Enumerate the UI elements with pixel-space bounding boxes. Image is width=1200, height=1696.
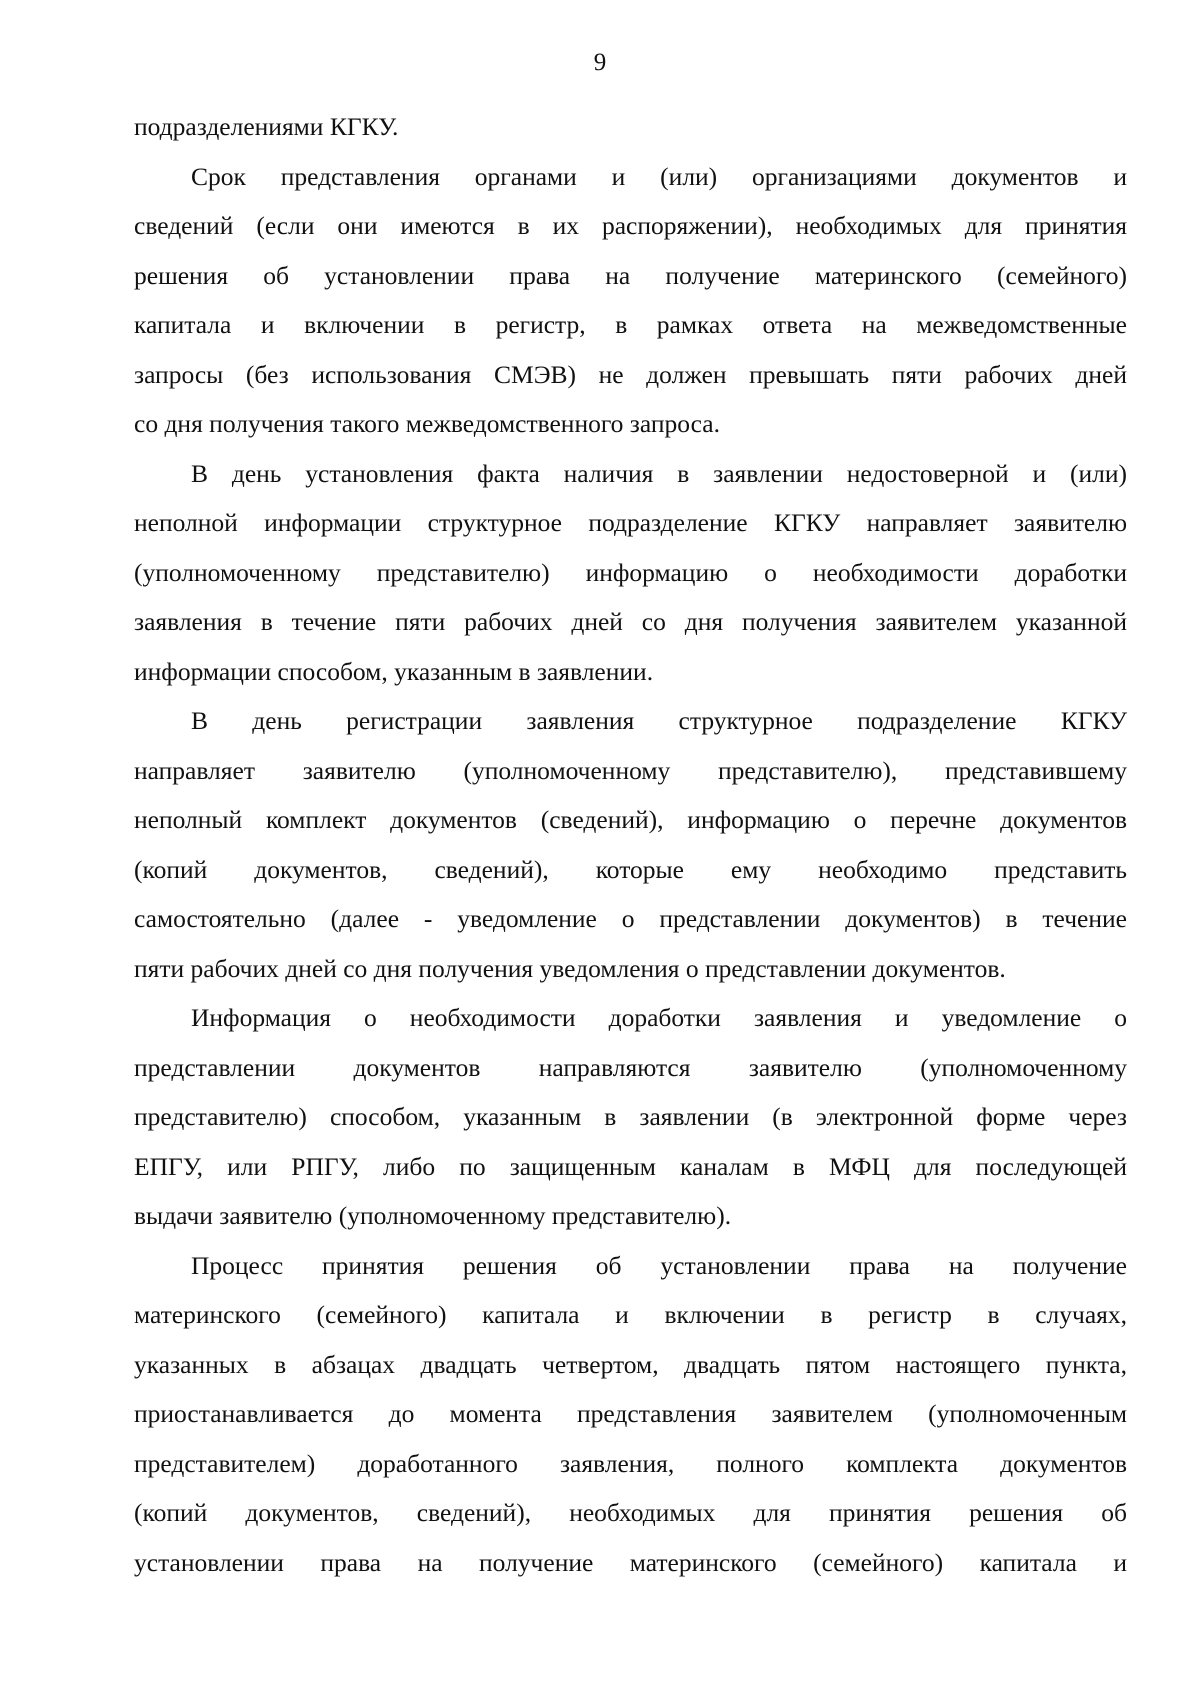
text-line: запросы (без использования СМЭВ) не должен превышать пяти рабочих дней [134,359,1127,389]
text-line: указанных в абзацах двадцать четвертом, двадцать пятом настоящего пункта, [134,1349,1127,1379]
paragraph [134,449,1127,697]
text-line: материнского (семейного) капитала и включении в регистр в случаях, [134,1300,1127,1329]
text-line: капитала и включении в регистр, в рамках ответа на межведомственные [134,310,1127,339]
text-line: выдачи заявителю (уполномоченному представителю). [134,1201,732,1230]
text-line: Срок представления органами и (или) организациями документов и [191,161,1127,191]
text-line: представителю) способом, указанным в заявлении (в электронной форме через [134,1102,1127,1131]
page-number: 9 [593,49,607,76]
text-line: В день регистрации заявления структурное подразделение КГКУ [191,706,1127,735]
paragraph [134,152,1127,449]
text-line: В день установления факта наличия в заявлении недостоверной и (или) [191,458,1127,488]
text-line: ЕПГУ, или РПГУ, либо по защищенным каналам в МФЦ для последующей [134,1151,1127,1181]
paragraph [134,102,1127,152]
paragraph [134,1241,1127,1588]
text-line: подразделениями КГКУ. [134,112,399,141]
text-line: сведений (если они имеются в их распоряжении), необходимых для принятия [134,211,1127,240]
text-line: Процесс принятия решения об установлении права на получение [191,1250,1127,1280]
text-line: заявления в течение пяти рабочих дней со дня получения заявителем указанной [134,607,1127,636]
text-line: самостоятельно (далее - уведомление о представлении документов) в течение [134,904,1127,933]
paragraph [134,696,1127,993]
text-line: неполный комплект документов (сведений), информацию о перечне документов [134,805,1127,834]
text-line: приостанавливается до момента представления заявителем (уполномоченным [134,1399,1127,1428]
text-line: представлении документов направляются заявителю (уполномоченному [134,1052,1127,1082]
text-line: (уполномоченному представителю) информацию о необходимости доработки [134,557,1127,587]
text-line: со дня получения такого межведомственного запроса. [134,409,720,438]
text-line: установлении права на получение материнского (семейного) капитала и [134,1547,1127,1577]
text-line: решения об установлении права на получение материнского (семейного) [134,260,1127,290]
paragraph [134,993,1127,1241]
text-line: представителем) доработанного заявления, полного комплекта документов [134,1448,1127,1478]
text-line: Информация о необходимости доработки заявления и уведомление о [191,1003,1127,1032]
text-line: (копий документов, сведений), которые ему необходимо представить [134,854,1127,884]
text-line: направляет заявителю (уполномоченному представителю), представившему [134,755,1127,785]
text-line: (копий документов, сведений), необходимых для принятия решения об [134,1498,1127,1527]
text-line: информации способом, указанным в заявлении. [134,656,654,686]
text-line: пяти рабочих дней со дня получения уведомления о представлении документов. [134,953,1006,983]
document-body [134,102,1127,1587]
text-line: неполной информации структурное подразделение КГКУ направляет заявителю [134,508,1127,537]
